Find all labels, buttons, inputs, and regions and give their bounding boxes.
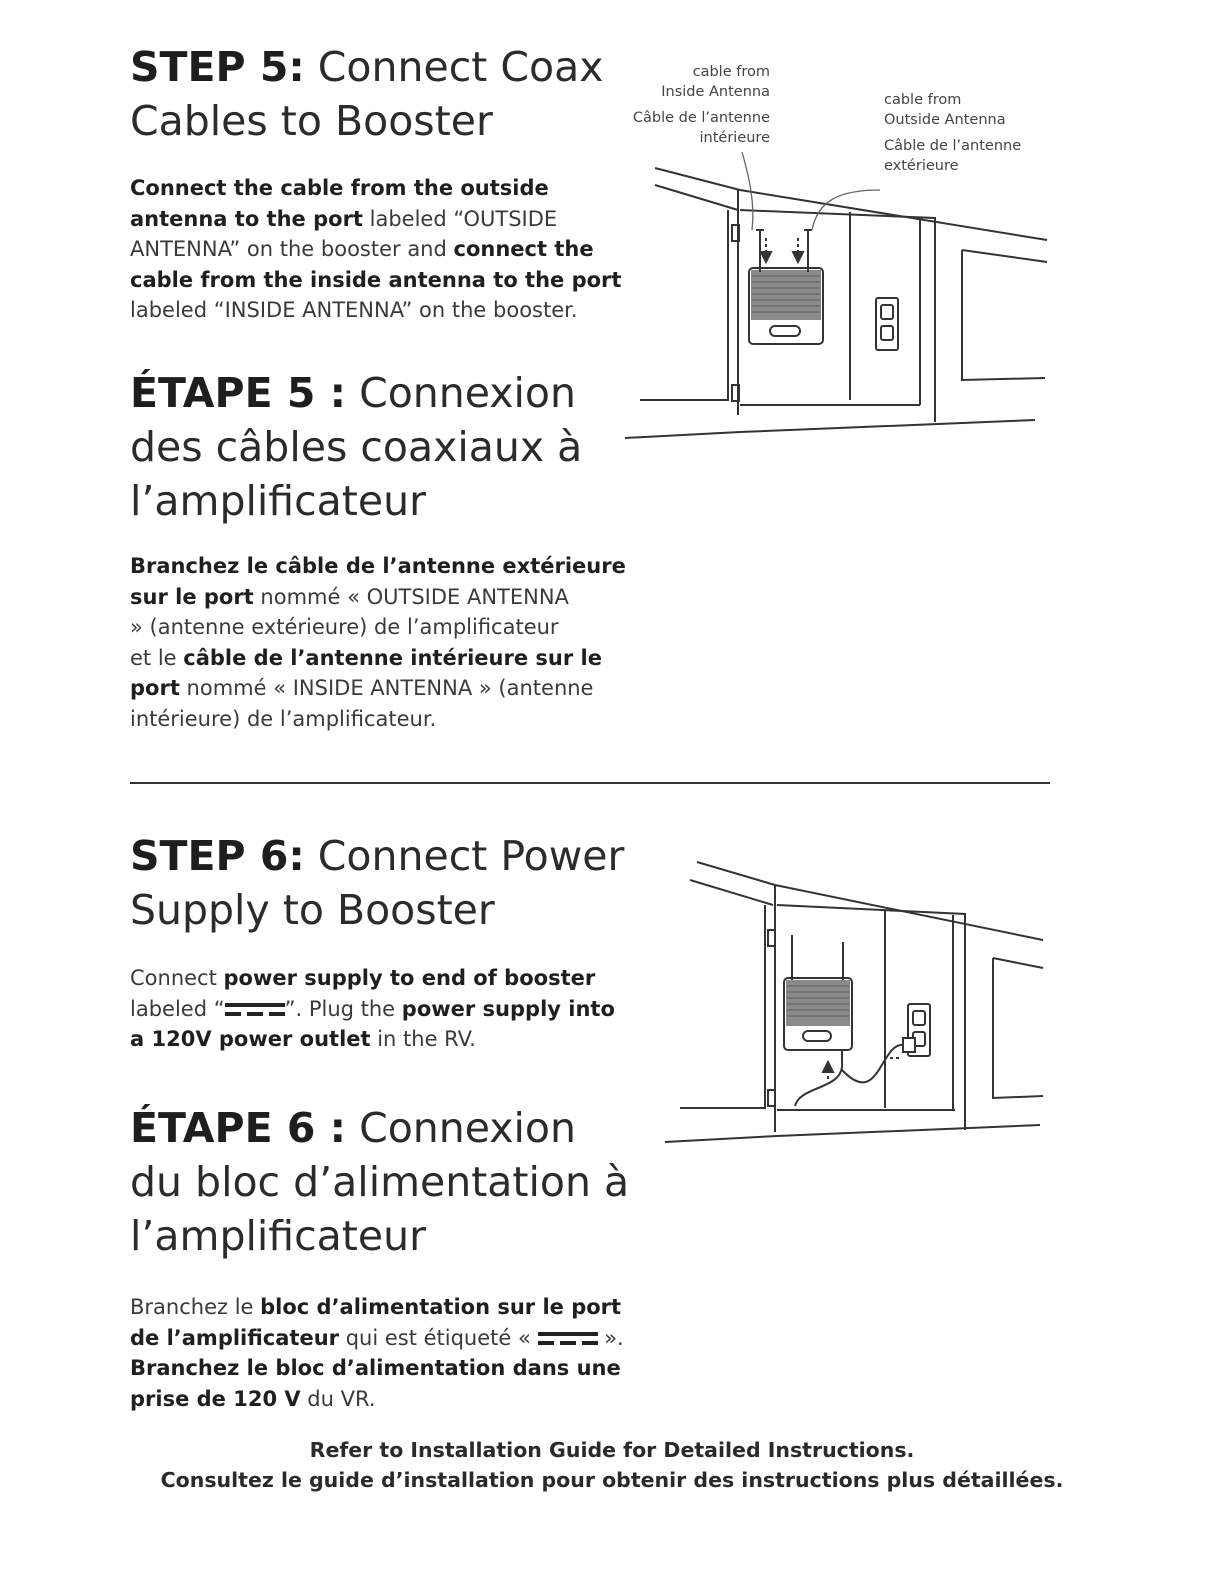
etape5-text-8: intérieure) de l’amplificateur.: [130, 706, 437, 731]
step5-heading-bold: STEP 5:: [130, 43, 305, 91]
power-supply-diagram: [660, 855, 1050, 1150]
step6-heading-bold: STEP 6:: [130, 832, 305, 880]
step5-text-4: connect the: [453, 237, 594, 261]
dc-power-symbol-icon: [538, 1332, 598, 1346]
section-divider: [130, 782, 1050, 784]
etape5-text-7: nommé « INSIDE ANTENNA » (antenne: [179, 676, 594, 700]
step5-text-0: Connect the cable from the outside: [130, 176, 549, 200]
footer-note-fr: Consultez le guide d’installation pour obtenir des instructions plus détaillées.: [160, 1468, 1064, 1492]
etape6-heading-line3: l’amplificateur: [130, 1212, 426, 1260]
step6-heading-line2: Supply to Booster: [130, 886, 495, 934]
step5-heading: [130, 40, 603, 148]
step5-text-6: labeled “INSIDE ANTENNA” on the booster.: [130, 298, 578, 322]
etape5-text-6: port: [130, 676, 180, 700]
inside-antenna-label: cable from Inside Antenna Câble de l’antenne intérieure: [632, 64, 770, 146]
step6-instructions: Connect power supply to end of booster labeled “ ”. Plug the power supply into a 120V power outlet in the RV.: [130, 966, 615, 1051]
etape5-text-1: sur le port: [130, 584, 254, 609]
step5-text-1: antenna to the port: [130, 206, 363, 231]
step6-heading: [130, 829, 624, 937]
etape5-text-2: nommé « OUTSIDE ANTENNA: [253, 584, 569, 609]
etape5-instructions: [130, 551, 650, 734]
step5-text-3: ANTENNA” on the booster and: [130, 237, 454, 261]
step5-heading-line2: Cables to Booster: [130, 97, 493, 145]
step5-heading-line1: Connect Coax: [304, 43, 604, 91]
etape6-instructions: Branchez le bloc d’alimentation sur le port de l’amplificateur qui est étiqueté « ». Branchez le bloc d’alimentation dans une prise de 120 V du VR.: [130, 1295, 624, 1411]
footer-note-en: Refer to Installation Guide for Detailed Instructions.: [309, 1438, 915, 1462]
etape6-heading: [130, 1101, 629, 1263]
etape5-heading: [130, 366, 582, 528]
step5-text-2: labeled “OUTSIDE: [362, 206, 558, 231]
etape5-text-0: Branchez le câble de l’antenne extérieure: [130, 554, 626, 578]
outside-antenna-label: cable from Outside Antenna Câble de l’antenne extérieure: [884, 92, 1022, 174]
etape6-heading-line1: Connexion: [346, 1104, 577, 1152]
dc-power-symbol-icon: [225, 1003, 285, 1017]
etape5-text-4: et le: [130, 645, 184, 670]
etape5-heading-line3: l’amplificateur: [130, 477, 426, 525]
etape5-heading-line1: Connexion: [346, 369, 577, 417]
etape5-text-3: » (antenne extérieure) de l’amplificateur: [130, 615, 559, 639]
coax-cable-diagram: [620, 140, 1050, 450]
etape5-heading-line2: des câbles coaxiaux à: [130, 423, 583, 471]
etape6-heading-bold: ÉTAPE 6 :: [130, 1104, 347, 1152]
etape5-text-5: câble de l’antenne intérieure sur le: [183, 645, 602, 670]
step5-instructions: [130, 173, 650, 326]
etape5-heading-bold: ÉTAPE 5 :: [130, 369, 347, 417]
step5-text-5: cable from the inside antenna to the port: [130, 267, 622, 292]
step6-heading-line1: Connect Power: [304, 832, 625, 880]
etape6-heading-line2: du bloc d’alimentation à: [130, 1158, 630, 1206]
